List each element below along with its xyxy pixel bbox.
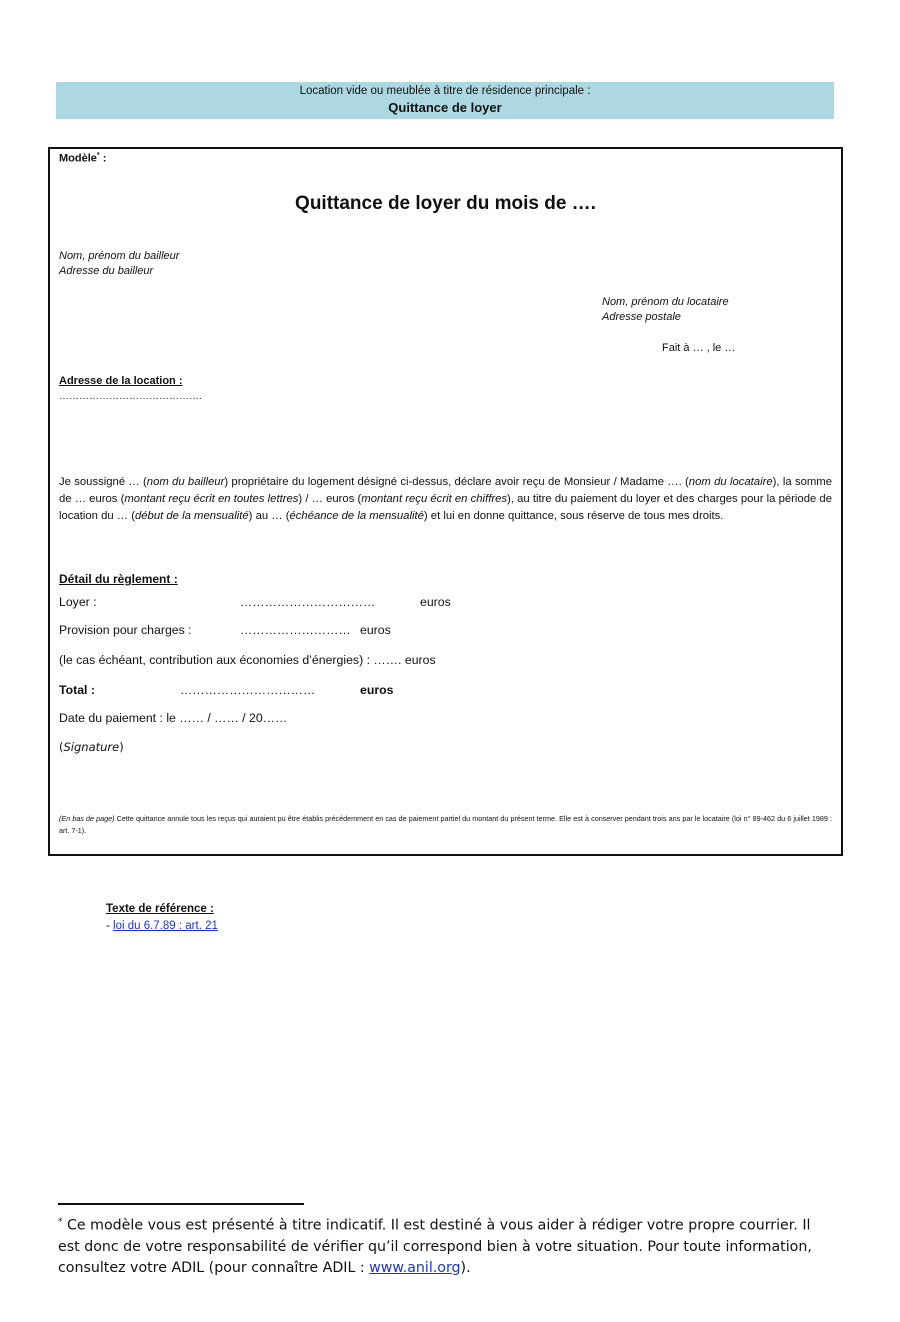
header-title: Quittance de loyer [388, 100, 502, 115]
location-address-dots: ……………………………………. [59, 391, 202, 402]
model-label [59, 152, 106, 165]
para-italic: début de la mensualité [134, 510, 249, 522]
footnote-end: ). [460, 1259, 471, 1276]
bottom-note [59, 813, 832, 837]
receipt-paragraph [59, 474, 832, 525]
para-text: ) au … ( [248, 510, 290, 522]
model-label-suffix: : [99, 152, 107, 165]
footnote-mark: * [58, 1217, 63, 1227]
para-text: ) propriétaire du logement désigné ci-dessus, déclare avoir reçu de Monsieur / Madame …. ( [224, 476, 689, 488]
para-text: ) et lui en donne quittance, sous réserve de tous mes droits. [423, 510, 724, 522]
payment-date-line: Date du paiement : le …… / …… / 20…… [59, 711, 288, 725]
reference-dash: - [106, 920, 114, 932]
bailleur-block [59, 249, 179, 279]
header-band [56, 82, 834, 119]
location-address-label: Adresse de la location : [59, 375, 183, 387]
bottom-note-text: Cette quittance annule tous les reçus qui auraient pu être établis précédemment en cas de paiement partiel du montant du présent terme. Elle est à conserver pendant trois ans par le locataire (loi n° 89-462 du 6 juillet 1989 : art. 7-1). [59, 814, 832, 835]
model-label-text: Modèle [59, 152, 97, 165]
para-italic: montant reçu écrit en toutes lettres [124, 493, 299, 505]
para-italic: échéance de la mensualité [289, 510, 424, 522]
document-title: Quittance de loyer du mois de …. [295, 193, 596, 214]
rent-unit: euros [420, 595, 451, 609]
charges-unit: euros [360, 623, 391, 637]
locataire-block [602, 295, 729, 325]
para-italic: montant reçu écrit en chiffres [361, 493, 508, 505]
page-footnote [58, 1212, 828, 1279]
para-italic: nom du bailleur [146, 476, 225, 488]
para-text: ), au titre du paiement du loyer et des charges pour la période de location du … ( [59, 493, 832, 522]
model-box [48, 147, 843, 856]
total-label: Total : [59, 683, 95, 697]
footnote-mark: * [96, 152, 100, 159]
bottom-note-prefix: (En bas de page) [59, 814, 115, 823]
total-unit: euros [360, 683, 394, 697]
para-text: Je soussigné … ( [59, 476, 147, 488]
total-dots: …………………………… [180, 683, 316, 697]
reference-item [106, 920, 218, 932]
charges-dots: ……………………… [240, 623, 351, 637]
payment-detail-label: Détail du règlement : [59, 572, 178, 586]
footnote-rule [58, 1203, 304, 1205]
signature-close: ) [119, 740, 124, 754]
charges-label: Provision pour charges : [59, 623, 192, 637]
reference-link[interactable]: loi du 6.7.89 : art. 21 [113, 920, 218, 932]
anil-link[interactable]: www.anil.org [369, 1259, 461, 1276]
place-date-line: Fait à … , le … [662, 342, 736, 354]
signature-placeholder [59, 740, 124, 754]
energy-contribution-line: (le cas échéant, contribution aux économies d’énergies) : ……. euros [59, 653, 436, 667]
bailleur-address: Adresse du bailleur [59, 265, 154, 277]
header-subtitle: Location vide ou meublée à titre de résidence principale : [299, 85, 591, 97]
para-italic: nom du locataire [688, 476, 773, 488]
locataire-name: Nom, prénom du locataire [602, 296, 729, 308]
signature-open: ( [59, 740, 64, 754]
signature-word: Signature [63, 740, 120, 754]
rent-label: Loyer : [59, 595, 97, 609]
reference-label: Texte de référence : [106, 903, 214, 915]
rent-dots: …………………………… [240, 595, 376, 609]
para-text: ), la somme de … euros ( [59, 476, 832, 505]
footnote-text: Ce modèle vous est présenté à titre indicatif. Il est destiné à vous aider à rédiger votre propre courrier. Il est donc de votre responsabilité de vérifier qu’il correspond bien à votre situation. Pour toute information, consultez votre ADIL (pour connaître ADIL : [58, 1217, 812, 1276]
bailleur-name: Nom, prénom du bailleur [59, 250, 180, 262]
locataire-address: Adresse postale [602, 311, 681, 323]
para-text: ) / … euros ( [298, 493, 362, 505]
